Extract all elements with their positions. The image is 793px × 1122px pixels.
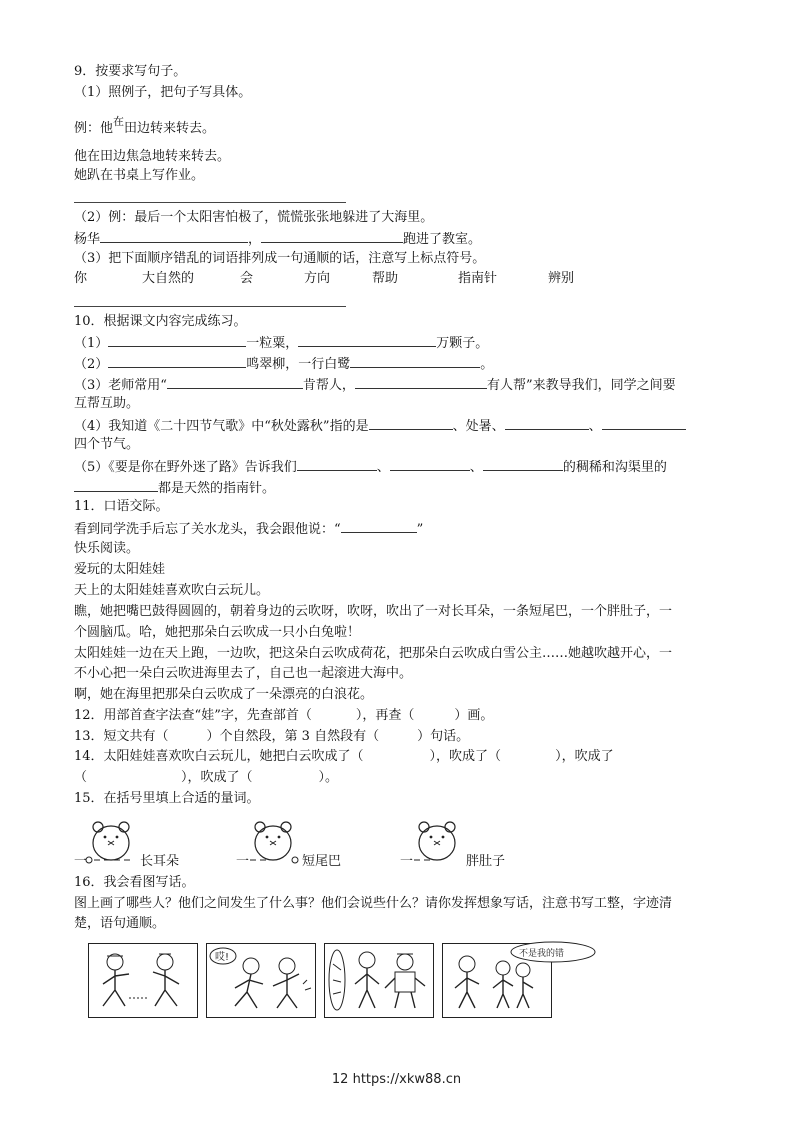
fill-text: 12．用部首查字法查“娃”字，先查部首（ <box>74 708 312 723</box>
fill-text: （2） <box>74 357 109 372</box>
fill-text: 的稠稀和沟渠里的 <box>562 460 667 475</box>
example-insert: 在 <box>113 115 125 128</box>
fill-blank[interactable] <box>108 333 246 347</box>
reading-heading: 快乐阅读。 <box>74 541 140 556</box>
fill-blank[interactable] <box>341 519 417 533</box>
story-paragraph: 个圆脑瓜。哈，她把那朵白云吹成一只小白兔啦！ <box>74 625 361 640</box>
fill-text: （4）我知道《二十四节气歌》中“秋处露秋”指的是 <box>74 419 369 434</box>
word-item: 大自然的 <box>142 271 195 286</box>
q10-line4-cont: 四个节气。 <box>74 437 140 452</box>
story-paragraph: 天上的太阳娃娃喜欢吹白云玩儿。 <box>74 583 270 598</box>
comic-panel-collision <box>206 943 316 1018</box>
fill-text: 、处暑、 <box>452 419 505 434</box>
answer-line[interactable] <box>74 202 346 203</box>
fill-blank[interactable] <box>483 457 563 471</box>
fill-text: （1） <box>74 336 109 351</box>
q15-title: 15．在括号里填上合适的量词。 <box>74 791 260 806</box>
q13 <box>74 728 469 746</box>
fill-blank[interactable] <box>602 416 686 430</box>
word-item: 你 <box>74 271 88 286</box>
word-item: 会 <box>240 271 254 286</box>
story-paragraph: 啊，她在海里把那朵白云吹成了一朵漂亮的白浪花。 <box>74 687 374 702</box>
q10-line4 <box>74 416 686 436</box>
fill-text: （ <box>74 770 88 785</box>
fill-text: 一粒粟， <box>246 336 299 351</box>
fill-text: 杨华 <box>74 232 101 247</box>
fill-blank[interactable] <box>108 354 246 368</box>
q9-part2-fill <box>74 229 481 249</box>
hamster-label: 胖肚子 <box>466 854 506 869</box>
q12 <box>74 707 493 725</box>
fill-text: ），吹成了（ <box>429 749 502 764</box>
q16-prompt-cont: 楚，语句通顺。 <box>74 916 166 931</box>
q10-title: 10．根据课文内容完成练习。 <box>74 314 247 329</box>
fill-text: 。 <box>480 357 494 372</box>
story-paragraph: 不小心把一朵白云吹进海里去了，自己也一起滚进大海中。 <box>74 666 413 681</box>
q9-example <box>74 115 216 138</box>
fill-blank[interactable] <box>298 333 436 347</box>
measure-prefix: 一 <box>400 854 414 869</box>
speech-bubble-text: 哎! <box>215 952 230 963</box>
q11-dialogue <box>74 519 423 539</box>
fill-text: 、 <box>469 460 483 475</box>
fill-blank[interactable] <box>505 416 589 430</box>
page-footer: 12 https://xkw88.cn <box>331 1072 462 1087</box>
fill-text: 都是天然的指南针。 <box>158 481 276 496</box>
fill-blank[interactable] <box>167 375 303 389</box>
q10-line3-cont: 互帮互助。 <box>74 396 140 411</box>
answer-line[interactable] <box>74 306 346 307</box>
fill-text: （5）《要是你在野外迷了路》告诉我们 <box>74 460 297 475</box>
speech-bubble-text: 不是我的错 <box>519 949 565 959</box>
fill-text: 鸣翠柳，一行白鹭 <box>246 357 351 372</box>
fill-blank[interactable] <box>261 229 403 243</box>
fill-blank[interactable] <box>369 416 453 430</box>
fill-text: 跑进了教室。 <box>403 232 482 247</box>
q14 <box>74 748 614 766</box>
q9-part3: （3）把下面顺序错乱的词语排列成一句通顺的话，注意写上标点符号。 <box>74 251 486 266</box>
word-item: 辨别 <box>548 271 575 286</box>
fill-text: ）。 <box>318 770 339 785</box>
hamster-icon <box>410 816 466 864</box>
example-rest: 田边转来转去。 <box>124 121 216 136</box>
fill-blank[interactable] <box>350 354 480 368</box>
hamster-label: 短尾巴 <box>302 854 342 869</box>
fill-text: 肯帮人， <box>302 378 355 393</box>
fill-text: ），再查（ <box>355 708 415 723</box>
fill-blank[interactable] <box>100 229 248 243</box>
example-prefix: 例：他 <box>74 121 114 136</box>
fill-text: ， <box>248 232 262 247</box>
fill-text: 、 <box>588 419 602 434</box>
fill-text: 13．短文共有（ <box>74 729 169 744</box>
word-item: 指南针 <box>458 271 498 286</box>
word-item: 方向 <box>304 271 331 286</box>
hamster-icon <box>246 816 302 864</box>
measure-prefix: 一 <box>236 854 250 869</box>
q10-line5-cont <box>74 478 275 498</box>
q9-line2: 她趴在书桌上写作业。 <box>74 168 205 183</box>
q16-title: 16．我会看图写话。 <box>74 875 195 890</box>
q11-title: 11．口语交际。 <box>74 499 169 514</box>
fill-text: 看到同学洗手后忘了关水龙头，我会跟他说：“ <box>74 522 341 537</box>
measure-prefix: 一 <box>74 854 88 869</box>
fill-blank[interactable] <box>74 478 158 492</box>
q9-line1: 他在田边焦急地转来转去。 <box>74 149 231 164</box>
story-paragraph: 太阳娃娃一边在天上跑，一边吹，把这朵白云吹成荷花，把那朵白云吹成白雪公主……她越吹越开心，一 <box>74 646 673 661</box>
fill-blank[interactable] <box>355 375 487 389</box>
word-item: 帮助 <box>372 271 399 286</box>
q10-line5 <box>74 457 667 477</box>
q10-line2 <box>74 354 493 374</box>
fill-text: ” <box>416 522 424 537</box>
story-paragraph: 瞧，她把嘴巴鼓得圆圆的，朝着身边的云吹呀，吹呀，吹出了一对长耳朵，一条短尾巴，一个胖肚子，一 <box>74 604 673 619</box>
comic-panel-apology <box>442 943 565 1018</box>
q16-prompt: 图上画了哪些人？他们之间发生了什么事？他们会说些什么？请你发挥想象写话，注意书写工整，字迹清 <box>74 896 673 911</box>
fill-text: ）个自然段，第 3 自然段有（ <box>206 729 380 744</box>
fill-blank[interactable] <box>390 457 470 471</box>
fill-text: ），吹成了（ <box>181 770 253 785</box>
comic-panel-standing <box>324 943 434 1018</box>
q10-line1 <box>74 333 488 353</box>
story-title: 爱玩的太阳娃娃 <box>74 562 166 577</box>
q9-word-list <box>74 270 674 288</box>
fill-text: 14．太阳娃娃喜欢吹白云玩儿，她把白云吹成了（ <box>74 749 364 764</box>
q14-cont <box>74 769 338 787</box>
fill-text: ）句话。 <box>417 729 470 744</box>
fill-text: （3）老师常用“ <box>74 378 167 393</box>
fill-text: 、 <box>376 460 390 475</box>
fill-text: 有人帮”来教导我们，同学之间要 <box>486 378 676 393</box>
fill-text: 万颗子。 <box>436 336 489 351</box>
hamster-icon <box>84 816 140 864</box>
q9-part1: （1）照例子，把句子写具体。 <box>74 85 252 100</box>
fill-text: ）画。 <box>454 708 494 723</box>
q10-line3 <box>74 375 676 395</box>
q9-part2: （2）例：最后一个太阳害怕极了，慌慌张张地躲进了大海里。 <box>74 210 434 225</box>
fill-blank[interactable] <box>297 457 377 471</box>
q9-title: 9．按要求写句子。 <box>74 64 187 79</box>
hamster-label: 长耳朵 <box>140 854 180 869</box>
fill-text: ），吹成了 <box>555 749 614 764</box>
comic-panel-running-kids <box>88 943 198 1018</box>
